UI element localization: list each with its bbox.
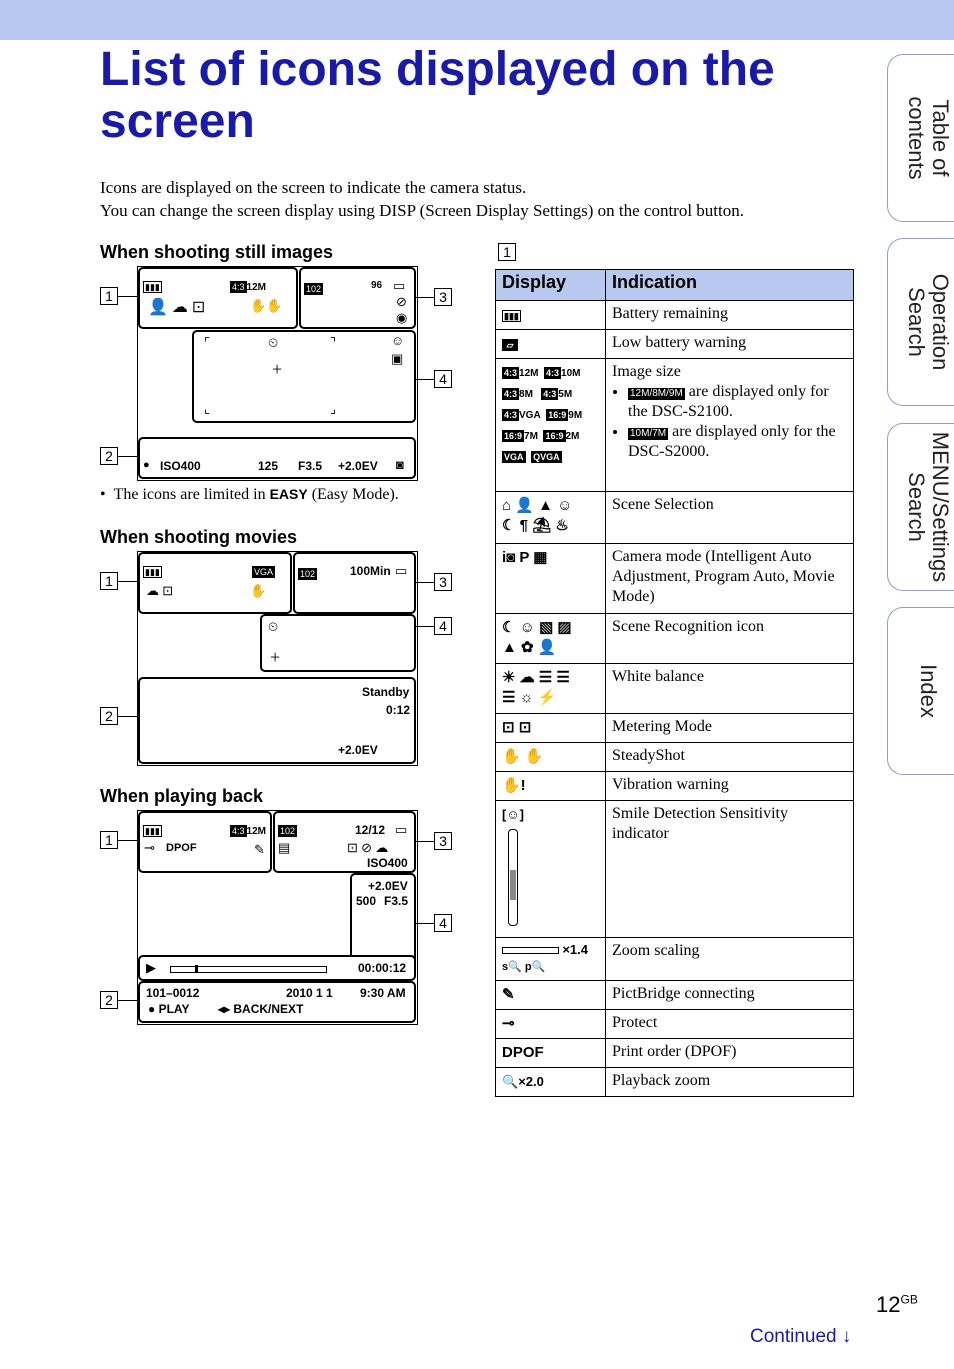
white-balance-icons: ☀ ☁ ☰ ☰ ☰ ☼ ⚡ — [496, 664, 606, 714]
image-size-icon: 4:3 12M — [232, 826, 266, 837]
recording-remaining: 100Min — [350, 564, 391, 578]
table-row — [496, 614, 854, 664]
ev-value: +2.0EV — [338, 743, 378, 757]
scene-recognition-icons: ☾ ☺ ▧ ▨ ▲ ✿ 👤 — [496, 614, 606, 664]
table-row — [496, 1039, 854, 1068]
folder-icon: 102 — [280, 826, 296, 836]
top-banner — [0, 0, 954, 40]
table-row — [496, 714, 854, 743]
callout-line — [118, 581, 138, 582]
scene-icons: 👤 ☁ ⊡ — [148, 299, 206, 316]
page-title: List of icons displayed on the screen — [100, 43, 775, 148]
table-row — [496, 492, 854, 544]
row-indication: Zoom scaling — [606, 938, 854, 981]
tab-operation-search[interactable]: Operation Search — [887, 238, 954, 406]
low-battery-icon: ▱ — [496, 330, 606, 359]
row-indication: Vibration warning — [606, 772, 854, 801]
callout-4: 4 — [434, 370, 452, 388]
callout-line — [118, 456, 138, 457]
steadyshot-icons: ✋ ✋ — [496, 743, 606, 772]
metering-icons: ⊡ ⊘ ☁ — [347, 840, 389, 855]
bullet-s2000: • 10M/7M are displayed only for the DSC-S2000. — [628, 422, 847, 462]
protect-icon: ⊸ — [144, 840, 155, 855]
still-area-4 — [192, 330, 416, 423]
file-number: 101–0012 — [146, 986, 200, 1000]
protect-icon: ⊸ — [496, 1010, 606, 1039]
playback-area-1 — [138, 811, 272, 873]
af-frame-corner: ⌞ — [204, 401, 211, 416]
still-area-3 — [299, 267, 416, 329]
callout-line — [118, 840, 138, 841]
callout-line — [118, 716, 138, 717]
heading-playback: When playing back — [100, 786, 264, 806]
playback-position — [195, 965, 198, 972]
callout-line — [118, 296, 138, 297]
callout-4: 4 — [434, 617, 452, 635]
col-display: Display — [496, 270, 606, 301]
shutter-value: 500 — [356, 894, 377, 908]
row-indication: Scene Selection — [606, 492, 854, 544]
metering-icons: ⊡ ⊡ — [496, 714, 606, 743]
flash-icon: ⊘ — [396, 294, 407, 309]
iso-value: ISO400 — [367, 856, 408, 870]
table-row — [496, 772, 854, 801]
still-area-1 — [138, 267, 298, 329]
playback-zoom-icon: 🔍×2.0 — [496, 1068, 606, 1097]
row-indication: Smile Detection Sensitivity indicator — [606, 801, 854, 938]
backnext-guide: ◂▸ BACK/NEXT — [218, 1002, 304, 1016]
intro-line-1: Icons are displayed on the screen to indicate the camera status. — [100, 178, 527, 197]
continued-link[interactable]: Continued ↓ — [750, 1326, 852, 1347]
smile-sensitivity-icon: [☺] — [496, 801, 606, 938]
table-row — [496, 801, 854, 938]
callout-2: 2 — [100, 707, 118, 725]
callout-3: 3 — [434, 832, 452, 850]
table-row — [496, 664, 854, 714]
easy-mode-note: • The icons are limited in EASY (Easy Mode). — [100, 486, 399, 503]
tab-table-of-contents[interactable]: Table of contents — [887, 54, 954, 222]
steadyshot-icon: ✋✋ — [250, 298, 283, 313]
playback-area-3 — [273, 811, 416, 873]
row-indication: Image size • 12M/8M/9M are displayed only for the DSC-S2100. • 10M/7M are displayed only for the DSC-S2000. — [606, 359, 854, 492]
memory-icon: ▭ — [395, 563, 408, 578]
self-timer-icon: ⏲ — [268, 619, 279, 634]
playback-bar — [138, 955, 416, 981]
standby-label: Standby — [362, 685, 410, 699]
movie-area-3 — [293, 552, 416, 614]
iso-value: ISO400 — [160, 459, 201, 473]
table-row — [496, 1068, 854, 1097]
row-indication: Protect — [606, 1010, 854, 1039]
row-indication: PictBridge connecting — [606, 981, 854, 1010]
image-size-icon: 4:3 12M — [232, 282, 266, 293]
dpof-icon: DPOF — [496, 1039, 606, 1068]
row-indication: Camera mode (Intelligent Auto Adjustment, Program Auto, Movie Mode) — [606, 544, 854, 614]
pictbridge-icon: ✎ — [254, 842, 265, 857]
bullet-s2100: • 12M/8M/9M are displayed only for the DSC-S2100. — [628, 382, 847, 422]
callout-1: 1 — [100, 287, 118, 305]
play-guide: ● PLAY — [148, 1002, 190, 1016]
shots-remaining: 96 — [371, 280, 383, 291]
heading-movies: When shooting movies — [100, 527, 298, 547]
tab-index[interactable]: Index — [887, 607, 954, 775]
still-area-2 — [138, 437, 416, 479]
redeye-icon: ◉ — [396, 310, 408, 325]
movie-area-1 — [138, 552, 292, 614]
zoom-scaling-icons: ×1.4 s🔍 p🔍 — [496, 938, 606, 981]
folder-icon: 102 — [306, 284, 322, 294]
callout-3: 3 — [434, 288, 452, 306]
memory-icon: ▭ — [393, 278, 406, 293]
arrow-down-icon: ↓ — [841, 1326, 852, 1347]
icon-table — [495, 269, 854, 1097]
wb-icon: ☁ ⊡ — [146, 583, 174, 598]
callout-line — [118, 1000, 138, 1001]
table-section-number: 1 — [498, 243, 516, 261]
recording-time: 0:12 — [386, 703, 411, 717]
scene-selection-icons: ⌂ 👤 ▲ ☺ ☾ ¶ ⛱ ♨ — [496, 492, 606, 544]
callout-1: 1 — [100, 831, 118, 849]
movie-area-2 — [138, 677, 416, 764]
image-size-icons: 4:3 12M 4:3 10M 4:3 8M 4:3 5M 4:3 VGA 16:9 9M 16:9 7M 16:9 2M VGA QVGA — [496, 359, 606, 492]
playback-area-4 — [350, 873, 416, 965]
recording-date: 2010 1 1 — [286, 986, 333, 1000]
battery-icon: ▮▮▮ — [496, 301, 606, 330]
intro-text — [100, 176, 860, 222]
folder-playback-icon: ▤ — [278, 840, 291, 855]
table-row — [496, 330, 854, 359]
battery-icon: ▮▮▮ — [145, 282, 160, 292]
pictbridge-icon: ✎ — [496, 981, 606, 1010]
row-indication: Scene Recognition icon — [606, 614, 854, 664]
vibration-warning-icon: ✋! — [496, 772, 606, 801]
movie-area-4 — [260, 614, 416, 672]
table-row — [496, 938, 854, 981]
ev-value: +2.0EV — [338, 459, 378, 473]
callout-1: 1 — [100, 572, 118, 590]
spot-meter-crosshair: + — [270, 647, 281, 667]
af-frame-corner: ⌟ — [330, 401, 337, 416]
playback-area-2 — [138, 981, 416, 1023]
table-row — [496, 301, 854, 330]
af-lock-icon: ● — [143, 459, 150, 471]
table-row — [496, 981, 854, 1010]
col-indication: Indication — [606, 270, 854, 301]
dpof-label: DPOF — [166, 842, 197, 854]
callout-4: 4 — [434, 914, 452, 932]
recording-clock: 9:30 AM — [360, 986, 406, 1000]
battery-icon: ▮▮▮ — [145, 826, 160, 836]
play-icon: ▶ — [146, 960, 156, 975]
callout-2: 2 — [100, 447, 118, 465]
table-row — [496, 359, 854, 492]
row-indication: White balance — [606, 664, 854, 714]
playback-progress — [170, 966, 327, 973]
row-indication: SteadyShot — [606, 743, 854, 772]
memory-icon: ▭ — [395, 822, 408, 837]
camera-mode-icons: i◙ P ▦ — [496, 544, 606, 614]
folder-icon: 102 — [300, 569, 316, 579]
aperture-value: F3.5 — [298, 459, 323, 473]
table-row — [496, 1010, 854, 1039]
battery-icon: ▮▮▮ — [145, 567, 160, 577]
steadyshot-icon: ✋ — [250, 583, 267, 598]
shutter-value: 125 — [258, 459, 279, 473]
movie-size-icon: VGA — [254, 567, 274, 577]
tab-menu-settings-search[interactable]: MENU/Settings Search — [887, 423, 954, 591]
smile-off-icon: ☺ — [391, 333, 405, 348]
row-indication: Print order (DPOF) — [606, 1039, 854, 1068]
callout-2: 2 — [100, 991, 118, 1009]
row-indication: Low battery warning — [606, 330, 854, 359]
intro-line-2: You can change the screen display using DISP (Screen Display Settings) on the control button. — [100, 201, 745, 220]
heading-still: When shooting still images — [100, 242, 334, 262]
elapsed-time: 00:00:12 — [358, 961, 407, 975]
table-row — [496, 743, 854, 772]
hist-icon: ◙ — [396, 457, 404, 472]
row-indication: Playback zoom — [606, 1068, 854, 1097]
spot-meter-crosshair: + — [272, 359, 283, 379]
aperture-value: F3.5 — [384, 894, 409, 908]
row-indication: Battery remaining — [606, 301, 854, 330]
burst-icon: ▣ — [391, 351, 404, 366]
af-frame-corner: ⌜ — [204, 335, 211, 350]
table-row — [496, 544, 854, 614]
row-indication: Metering Mode — [606, 714, 854, 743]
table-header-row — [496, 270, 854, 301]
self-timer-icon: ⏲ — [268, 335, 279, 350]
ev-value: +2.0EV — [368, 879, 408, 893]
image-count: 12/12 — [355, 823, 386, 837]
callout-3: 3 — [434, 573, 452, 591]
af-frame-corner: ⌝ — [330, 335, 337, 350]
page-number: $12^{GB}$ — [876, 1292, 918, 1317]
